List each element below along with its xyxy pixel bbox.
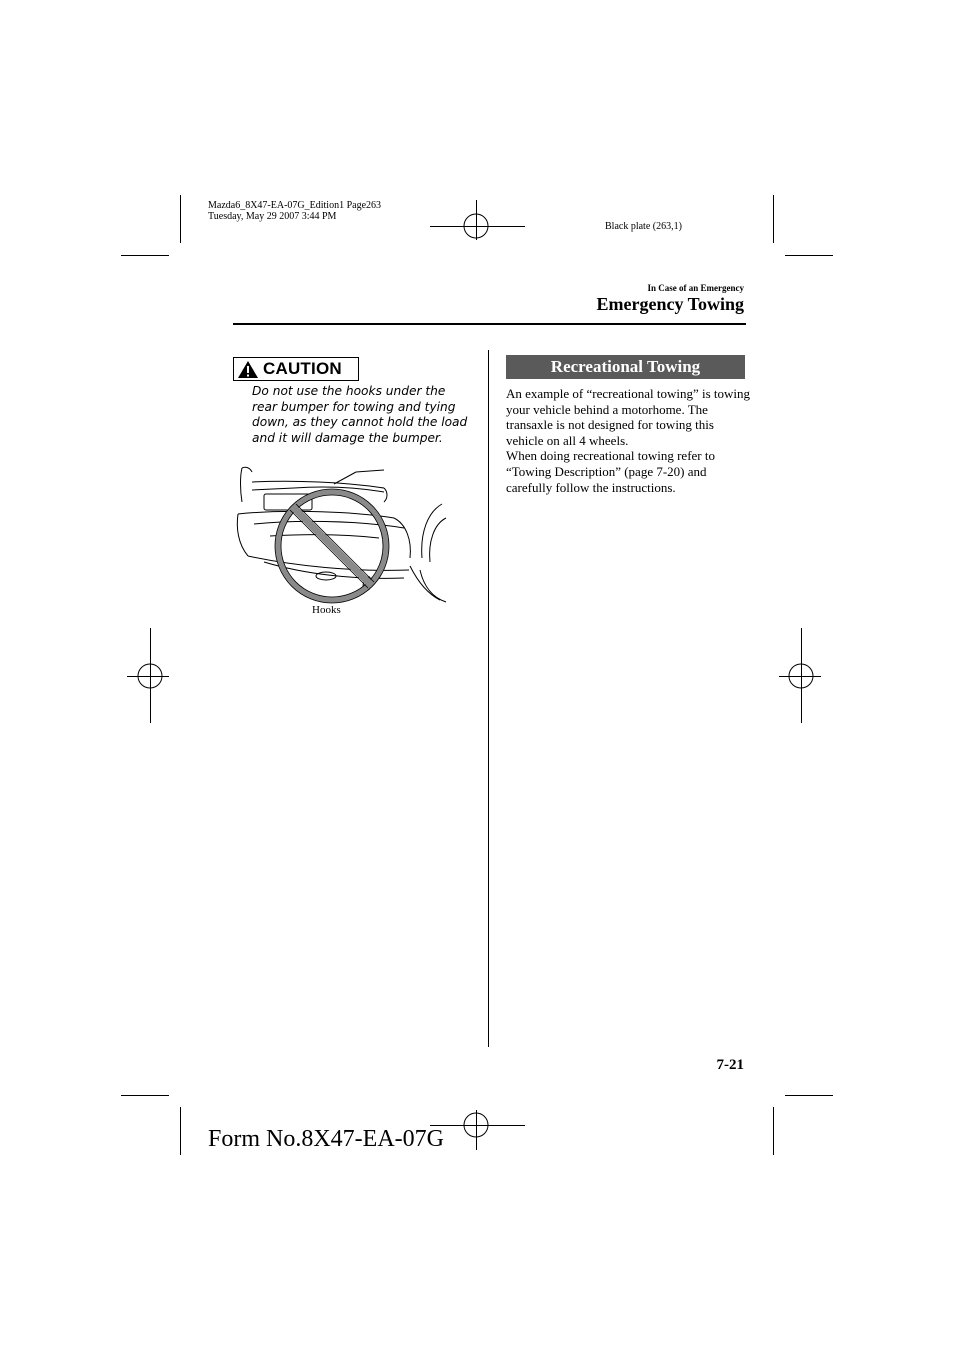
caution-label: CAUTION: [263, 359, 342, 378]
print-plate-label: Black plate (263,1): [605, 221, 682, 232]
crop-mark: [121, 255, 169, 256]
crop-mark: [773, 195, 774, 243]
crop-mark: [785, 255, 833, 256]
crop-mark: [180, 1107, 181, 1155]
crop-mark: [773, 1107, 774, 1155]
print-meta-line1: Mazda6_8X47-EA-07G_Edition1 Page263: [208, 200, 382, 211]
warning-triangle-icon: [237, 360, 259, 379]
header-rule: [233, 323, 746, 325]
crop-mark: [180, 195, 181, 243]
registration-mark-icon: [780, 655, 822, 697]
recreational-towing-paragraph-1: An example of “recreational towing” is towing your vehicle behind a motorhome. The transaxle is not designed for towing this vehicle on all 4 wheels.: [506, 386, 751, 448]
column-divider: [488, 350, 489, 1047]
rear-bumper-hooks-illustration: [234, 462, 449, 607]
registration-mark-icon: [129, 655, 171, 697]
prohibition-icon: [275, 489, 389, 603]
recreational-towing-paragraph-2: When doing recreational towing refer to “Towing Description” (page 7-20) and carefully follow the instructions.: [506, 448, 715, 495]
crop-mark: [121, 1095, 169, 1096]
recreational-towing-body: [506, 386, 751, 495]
print-meta-line2: Tuesday, May 29 2007 3:44 PM: [208, 211, 337, 222]
form-number: Form No.8X47-EA-07G: [208, 1126, 444, 1152]
hooks-label: Hooks: [312, 604, 341, 616]
caution-badge: [233, 357, 359, 381]
registration-mark-icon: [455, 1104, 497, 1146]
page-title: Emergency Towing: [596, 294, 744, 314]
recreational-towing-heading: Recreational Towing: [506, 355, 745, 379]
registration-mark-icon: [455, 205, 497, 247]
caution-text: Do not use the hooks under the rear bumper for towing and tying down, as they cannot hold the load and it will damage the bumper.: [252, 384, 468, 445]
section-label: In Case of an Emergency: [647, 283, 744, 293]
page-number: 7-21: [716, 1057, 744, 1073]
crop-mark: [785, 1095, 833, 1096]
